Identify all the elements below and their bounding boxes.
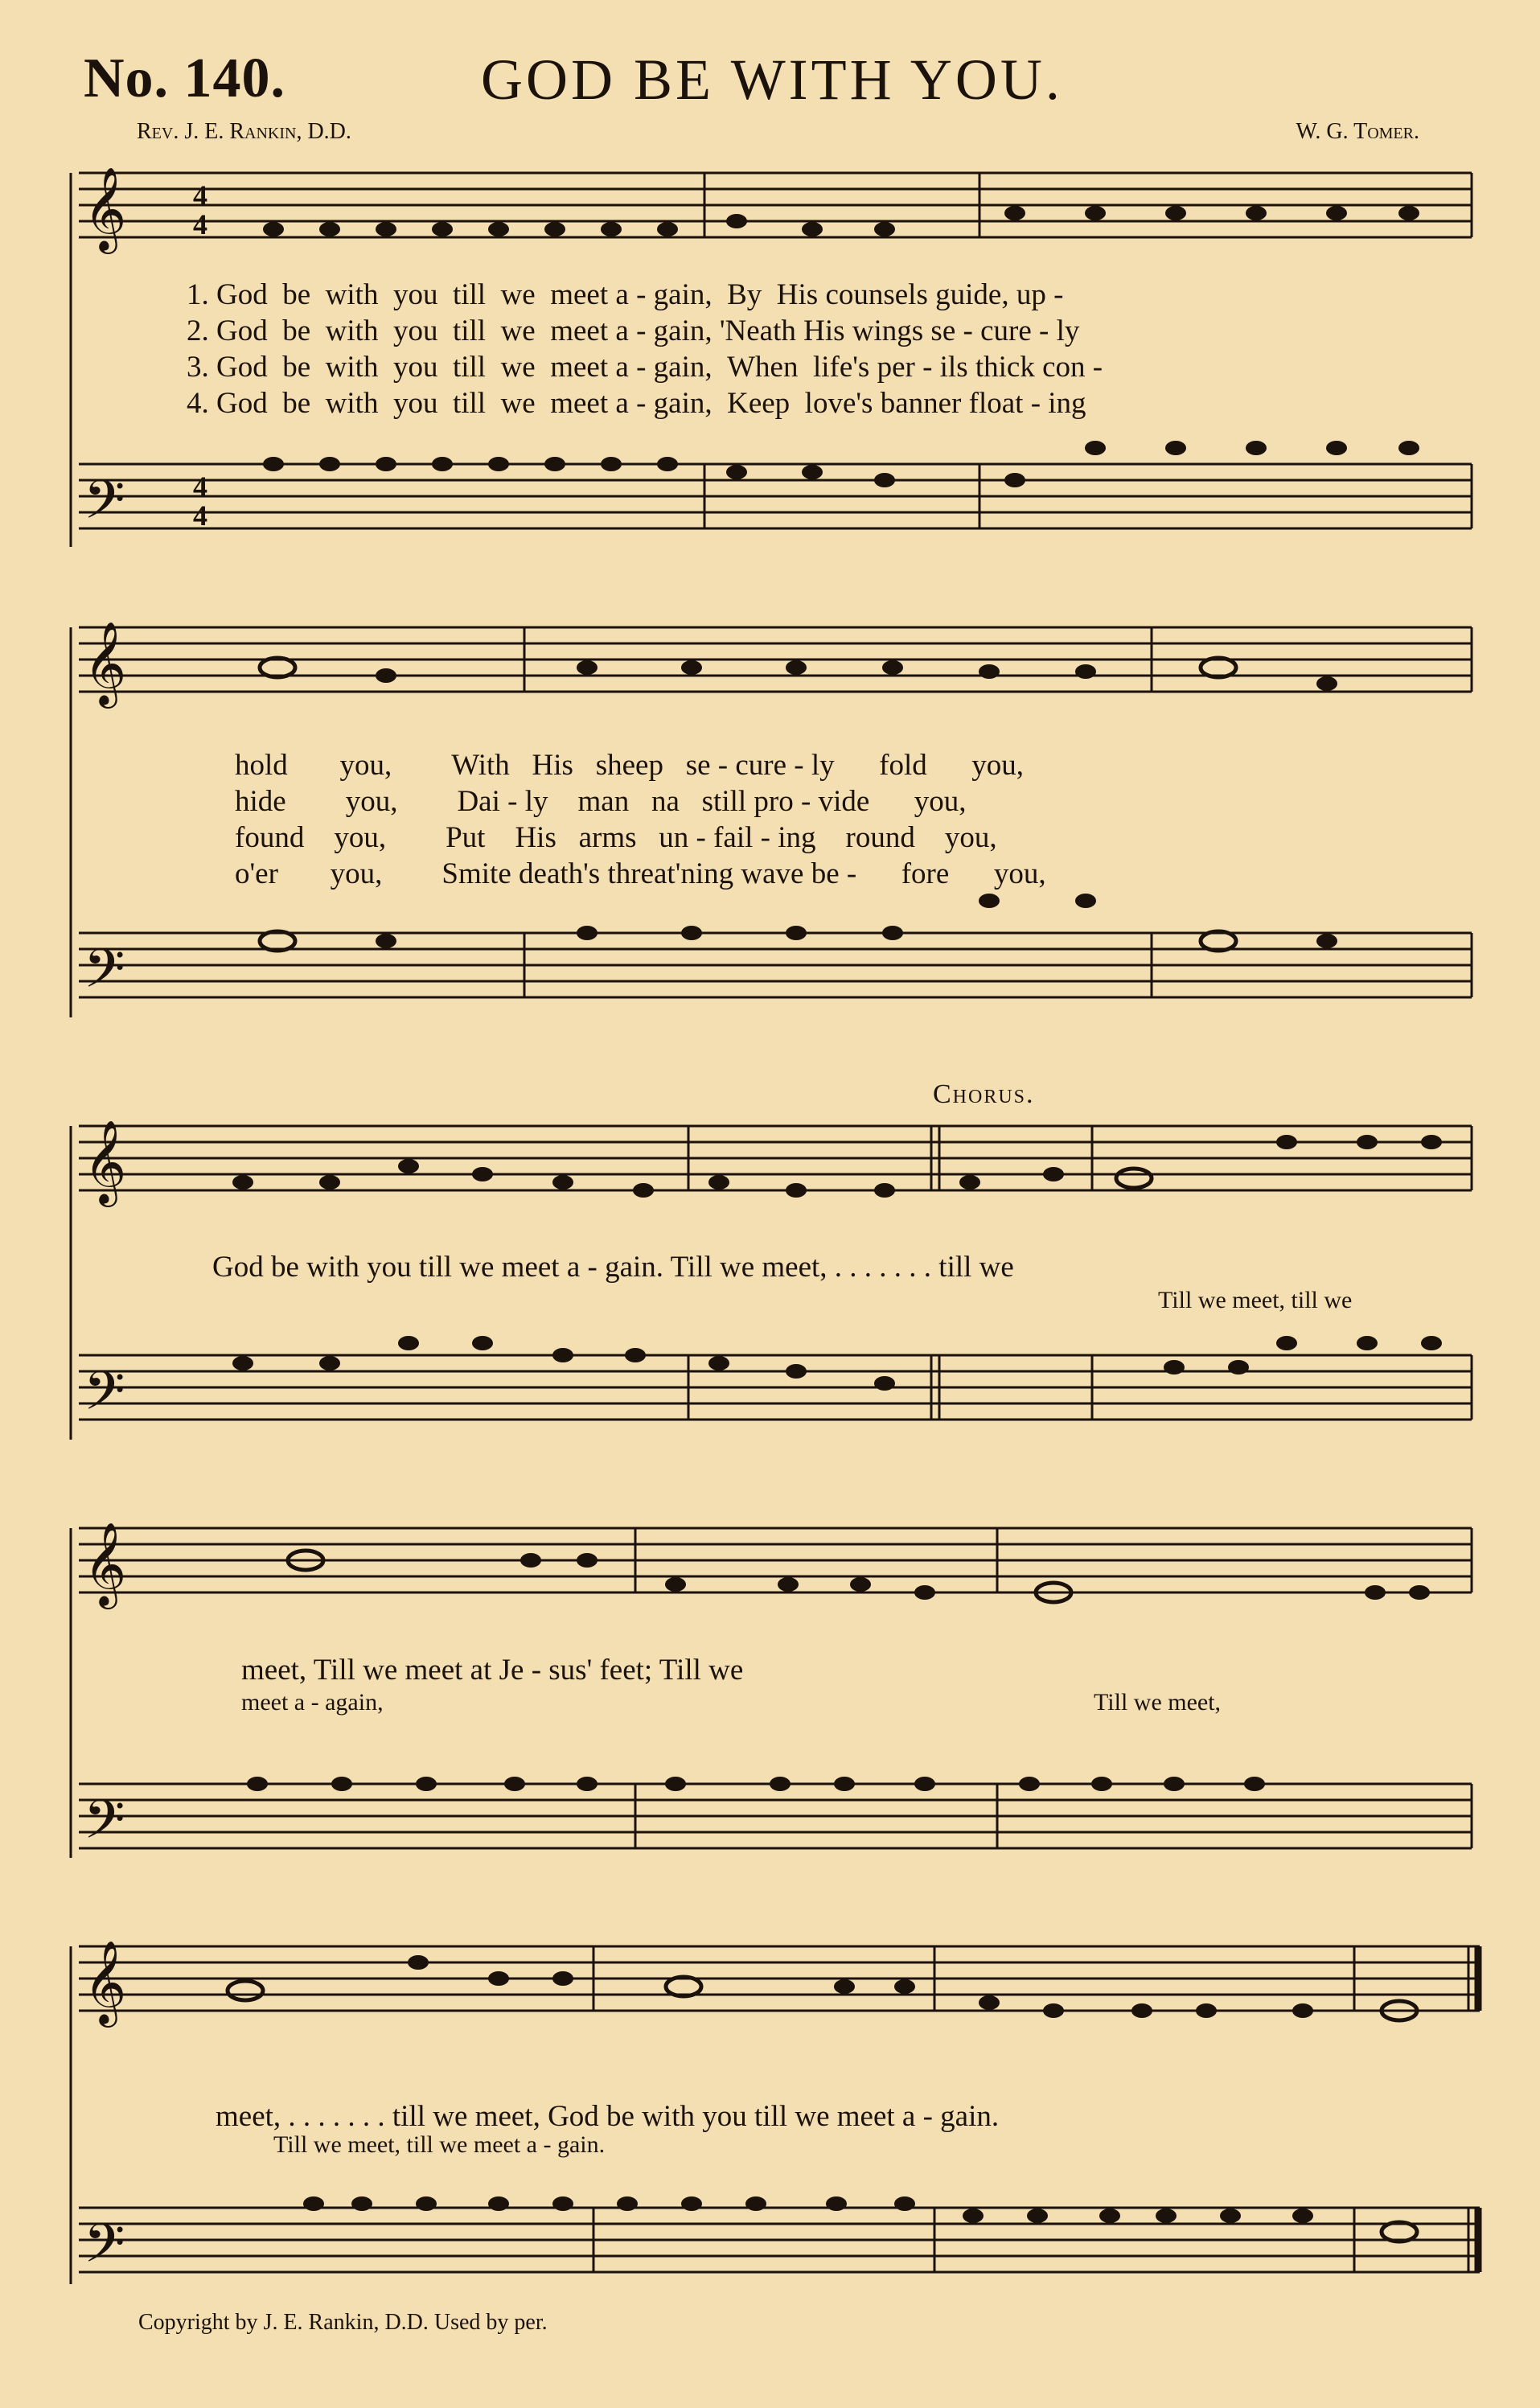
lyric-word: - bbox=[846, 857, 857, 890]
lyric-word: gain, bbox=[653, 278, 713, 311]
lyric-word: When bbox=[727, 351, 799, 384]
lyric-word: wave bbox=[741, 857, 804, 890]
lyric-word: con bbox=[1042, 351, 1086, 384]
lyric-word: you bbox=[392, 387, 438, 420]
svg-text:4: 4 bbox=[193, 208, 207, 240]
lyric-word: you, bbox=[993, 857, 1046, 890]
lyric-word: na bbox=[651, 785, 680, 818]
lyric-word: with bbox=[325, 351, 379, 384]
lyric-word: till bbox=[452, 351, 487, 384]
svg-text:4: 4 bbox=[193, 471, 207, 503]
music-system-1 bbox=[0, 157, 1540, 559]
copyright-notice: Copyright by J. E. Rankin, D.D. Used by per. bbox=[138, 2310, 548, 2335]
lyric-word: cure bbox=[735, 749, 787, 782]
lyric-word: - bbox=[963, 314, 973, 347]
lyric-word: be bbox=[811, 857, 840, 890]
lyric-word: His bbox=[515, 821, 556, 854]
underlay-right: Till we meet, bbox=[1094, 1689, 1222, 1716]
music-system-4 bbox=[0, 1512, 1540, 1866]
svg-text:𝄞: 𝄞 bbox=[84, 1522, 127, 1606]
lyric-word: wings bbox=[852, 314, 924, 347]
lyric-word: you, bbox=[330, 857, 383, 890]
lyric-word: - bbox=[507, 785, 518, 818]
music-system-3 bbox=[0, 1079, 1540, 1464]
lyric-word: - bbox=[794, 749, 804, 782]
lyric-line: meet, Till we meet at Je - sus' feet; Till we bbox=[241, 1654, 744, 1687]
lyric-word: you bbox=[392, 314, 438, 347]
lyric-line-2 bbox=[187, 314, 1079, 348]
lyric-word: sheep bbox=[595, 749, 663, 782]
lyric-word: cure bbox=[980, 314, 1032, 347]
lyric-word: you, bbox=[944, 821, 997, 854]
lyric-line-2 bbox=[235, 784, 967, 819]
svg-text:𝄞: 𝄞 bbox=[84, 1120, 127, 1204]
lyric-word: arms bbox=[578, 821, 637, 854]
lyric-word: ly bbox=[1056, 314, 1080, 347]
lyric-word: Smite bbox=[441, 857, 511, 890]
svg-text:4: 4 bbox=[193, 499, 207, 532]
lyric-word: meet a bbox=[550, 351, 629, 384]
lyric-word: we bbox=[500, 314, 536, 347]
underlay-left: meet a - again, bbox=[241, 1689, 384, 1716]
lyric-word: thick bbox=[975, 351, 1035, 384]
lyric-word: 2. God bbox=[187, 314, 268, 347]
music-system-2 bbox=[0, 611, 1540, 1029]
lyric-word: gain, bbox=[653, 314, 713, 347]
lyric-word: fore bbox=[901, 857, 950, 890]
lyric-word: man bbox=[577, 785, 630, 818]
chorus-underlay: Till we meet, till we bbox=[1158, 1287, 1353, 1313]
lyric-word: Keep bbox=[727, 387, 791, 420]
lyric-word: - bbox=[1053, 278, 1064, 311]
lyric-word: death's bbox=[519, 857, 601, 890]
lyric-word: till bbox=[452, 387, 487, 420]
lyric-word: you bbox=[392, 351, 438, 384]
lyric-word: life's bbox=[812, 351, 870, 384]
lyric-word: 4. God bbox=[187, 387, 268, 420]
lyric-word: be bbox=[282, 278, 311, 311]
lyric-word: till bbox=[452, 278, 487, 311]
lyric-word: fail bbox=[713, 821, 754, 854]
lyric-word: - bbox=[636, 278, 647, 311]
lyric-word: ly bbox=[811, 749, 835, 782]
lyric-word: - bbox=[1092, 351, 1103, 384]
lyric-word: - bbox=[636, 351, 647, 384]
lyric-word: gain, bbox=[653, 351, 713, 384]
lyric-word: gain, bbox=[653, 387, 713, 420]
lyric-line-3 bbox=[187, 350, 1103, 384]
lyric-word: you bbox=[392, 278, 438, 311]
music-system-5 bbox=[0, 1930, 1540, 2300]
svg-text:𝄢: 𝄢 bbox=[84, 469, 125, 544]
lyric-word: vide bbox=[818, 785, 870, 818]
hymn-composer: W. G. Tomer. bbox=[1296, 119, 1419, 144]
lyric-line-4 bbox=[187, 386, 1086, 421]
lyric-word: His bbox=[532, 749, 573, 782]
lyric-word: counsels bbox=[825, 278, 928, 311]
lyric-word: un bbox=[659, 821, 689, 854]
lyric-word: With bbox=[451, 749, 510, 782]
lyric-line-3 bbox=[235, 820, 997, 855]
lyric-word: - bbox=[717, 749, 729, 782]
svg-text:𝄢: 𝄢 bbox=[84, 1360, 125, 1435]
lyric-word: we bbox=[500, 351, 536, 384]
lyric-word: love's bbox=[804, 387, 873, 420]
lyric-word: banner bbox=[880, 387, 962, 420]
lyric-word: Put bbox=[446, 821, 486, 854]
lyric-word: we bbox=[500, 278, 536, 311]
chorus-label: Chorus. bbox=[933, 1079, 1035, 1109]
lyric-word: be bbox=[282, 351, 311, 384]
svg-text:𝄞: 𝄞 bbox=[84, 621, 127, 705]
lyric-word: meet a bbox=[550, 314, 629, 347]
svg-text:4: 4 bbox=[193, 179, 207, 212]
lyric-word: ing bbox=[778, 821, 816, 854]
lyric-line-1 bbox=[187, 277, 1063, 312]
lyric-word: hide bbox=[235, 785, 286, 818]
lyric-word: Dai bbox=[457, 785, 500, 818]
lyric-word: be bbox=[282, 314, 311, 347]
lyric-word: up bbox=[1016, 278, 1046, 311]
lyric-word: with bbox=[325, 387, 379, 420]
lyric-word: meet a bbox=[550, 387, 629, 420]
lyric-word: hold bbox=[235, 749, 288, 782]
lyric-word: found bbox=[235, 821, 305, 854]
lyric-word: By bbox=[727, 278, 762, 311]
lyric-line: meet, . . . . . . . till we meet, God be with you till we meet a - gain. bbox=[216, 2100, 1000, 2133]
lyric-word: be bbox=[282, 387, 311, 420]
lyric-word: His bbox=[803, 314, 845, 347]
lyric-word: ing bbox=[1048, 387, 1086, 420]
lyric-word: we bbox=[500, 387, 536, 420]
lyric-word: His bbox=[776, 278, 819, 311]
lyric-word: float bbox=[968, 387, 1024, 420]
chorus-lyric-line: God be with you till we meet a - gain. Till we meet, . . . . . . . till we bbox=[212, 1251, 1014, 1284]
lyric-word: se bbox=[930, 314, 956, 347]
lyric-word: - bbox=[760, 821, 770, 854]
lyric-line-1 bbox=[235, 748, 1024, 783]
svg-text:𝄞: 𝄞 bbox=[84, 166, 127, 251]
hymn-number: No. 140. bbox=[84, 47, 286, 109]
lyric-word: still bbox=[701, 785, 747, 818]
lyric-word: - bbox=[636, 314, 647, 347]
svg-text:𝄞: 𝄞 bbox=[84, 1940, 127, 2024]
lyric-word: you, bbox=[914, 785, 967, 818]
lyric-word: - bbox=[801, 785, 811, 818]
lyric-word: threat'ning bbox=[607, 857, 734, 890]
lyric-word: - bbox=[696, 821, 706, 854]
hymn-title: GOD BE WITH YOU. bbox=[481, 47, 1063, 112]
lyric-word: meet a bbox=[550, 278, 629, 311]
lyric-word: o'er bbox=[235, 857, 278, 890]
lyric-word: you, bbox=[971, 749, 1024, 782]
lyric-word: ils bbox=[939, 351, 968, 384]
lyric-word: with bbox=[325, 278, 379, 311]
lyric-word: - bbox=[1039, 314, 1049, 347]
lyric-word: fold bbox=[879, 749, 927, 782]
lyric-word: round bbox=[845, 821, 915, 854]
lyric-word: guide, bbox=[935, 278, 1009, 311]
lyric-word: you, bbox=[339, 749, 392, 782]
lyric-word: - bbox=[1030, 387, 1041, 420]
lyric-word: - bbox=[636, 387, 647, 420]
svg-text:𝄢: 𝄢 bbox=[84, 938, 125, 1013]
lyric-word: pro bbox=[754, 785, 794, 818]
lyric-word: per bbox=[877, 351, 915, 384]
lyric-word: - bbox=[922, 351, 933, 384]
underlay: Till we meet, till we meet a - gain. bbox=[273, 2131, 606, 2158]
lyric-word: 'Neath bbox=[719, 314, 796, 347]
svg-text:𝄢: 𝄢 bbox=[84, 1789, 125, 1864]
lyric-word: 3. God bbox=[187, 351, 268, 384]
lyric-word: 1. God bbox=[187, 278, 268, 311]
lyric-word: you, bbox=[334, 821, 387, 854]
lyric-word: till bbox=[452, 314, 487, 347]
lyric-word: ly bbox=[524, 785, 548, 818]
svg-text:𝄢: 𝄢 bbox=[84, 2213, 125, 2287]
hymn-author: Rev. J. E. Rankin, D.D. bbox=[137, 119, 351, 144]
lyric-word: se bbox=[685, 749, 711, 782]
lyric-word: with bbox=[325, 314, 379, 347]
lyric-word: you, bbox=[345, 785, 398, 818]
lyric-line-4 bbox=[235, 857, 1046, 891]
staff-graphic bbox=[0, 1512, 1540, 1866]
